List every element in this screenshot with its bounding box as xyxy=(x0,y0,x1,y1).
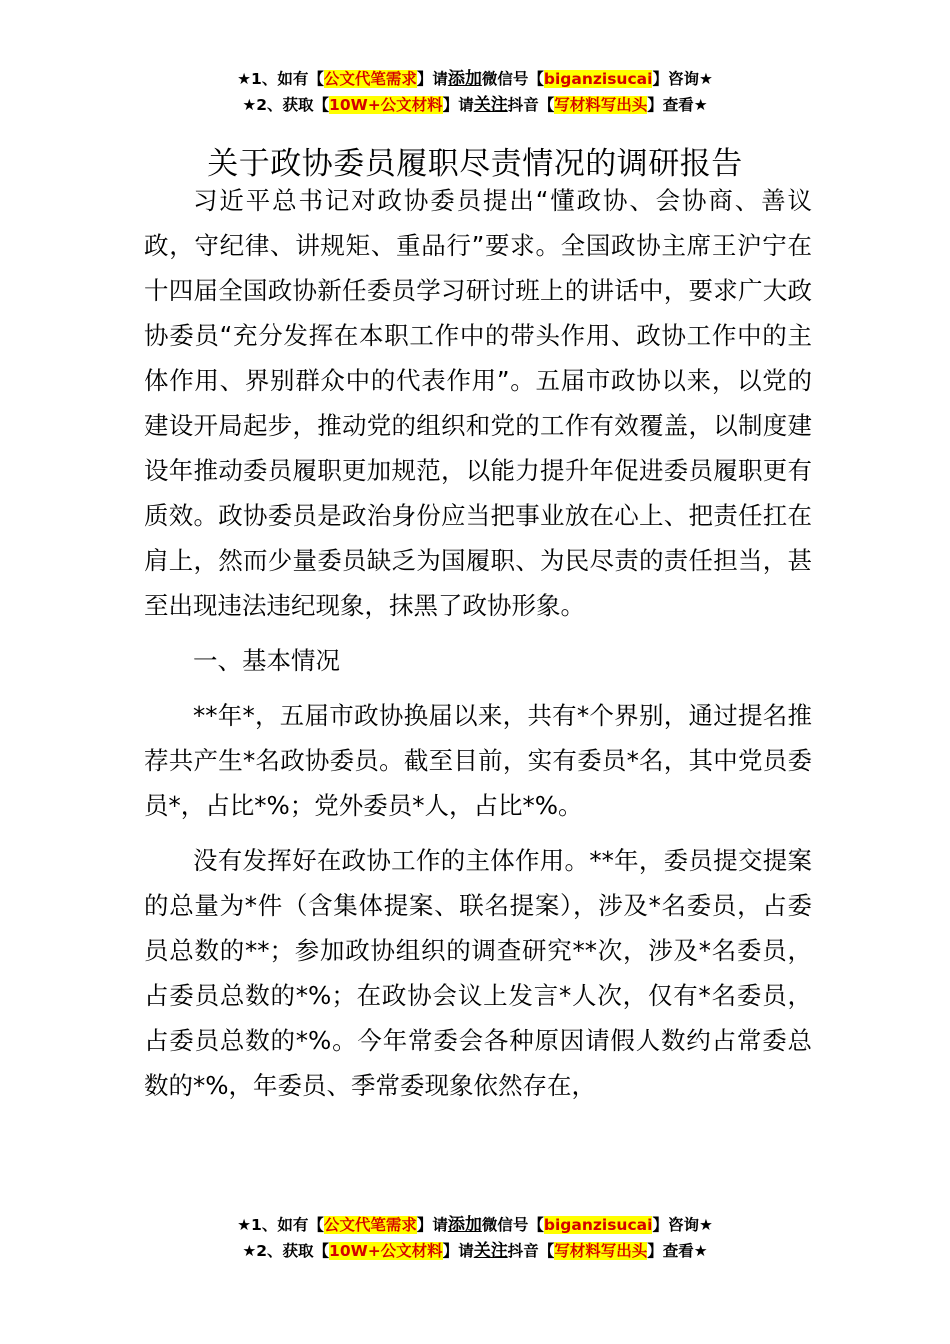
header-banner xyxy=(0,66,950,118)
banner-line-2 xyxy=(0,1238,950,1264)
banner-line-1 xyxy=(0,66,950,92)
banner-text: ★1、如有【 xyxy=(237,1216,324,1234)
section-heading-basic-situation: 一、基本情况 xyxy=(193,646,340,675)
highlight-materials: 10W+公文材料 xyxy=(329,96,443,114)
banner-text: 】查看★ xyxy=(647,1242,708,1260)
banner-text: 抖音【 xyxy=(507,96,555,114)
banner-text: 】请 xyxy=(442,1242,474,1260)
banner-text: 抖音【 xyxy=(507,1242,555,1260)
banner-text: 】咨询★ xyxy=(652,1216,713,1234)
banner-line-2 xyxy=(0,92,950,118)
document-body xyxy=(144,178,812,1108)
banner-text: 】请 xyxy=(416,70,448,88)
document-title: 关于政协委员履职尽责情况的调研报告 xyxy=(207,145,743,182)
underlined-follow: 关注 xyxy=(473,95,508,115)
banner-line-1 xyxy=(0,1212,950,1238)
banner-text: 】查看★ xyxy=(647,96,708,114)
paragraph-intro: 习近平总书记对政协委员提出“懂政协、会协商、善议政，守纪律、讲规矩、重品行”要求。全国政协主席王沪宁在十四届全国政协新任委员学习研讨班上的讲话中，要求广大政协委员“充分发挥在本职工作中的带头作用、政协工作中的主体作用、界别群众中的代表作用”。五届市政协以来，以党的建设开局起步，推动党的组织和党的工作有效覆盖，以制度建设年推动委员履职更加规范，以能力提升年促进委员履职更有质效。政协委员是政治身份应当把事业放在心上、把责任扛在肩上，然而少量委员缺乏为国履职、为民尽责的责任担当，甚至出现违法违纪现象，抹黑了政协形象。 xyxy=(144,186,812,620)
paragraph-statistics: **年*，五届市政协换届以来，共有*个界别，通过提名推荐共产生*名政协委员。截至目前，实有委员*名，其中党员委员*，占比*%；党外委员*人，占比*%。 xyxy=(144,701,812,820)
highlight-materials: 10W+公文材料 xyxy=(329,1242,443,1260)
banner-text: ★2、获取【 xyxy=(242,1242,330,1260)
banner-text: ★2、获取【 xyxy=(242,96,330,114)
highlight-douyin-account: 写材料写出头 xyxy=(554,1242,648,1260)
underlined-add: 添加 xyxy=(447,69,482,89)
highlight-wechat-id: biganzisucai xyxy=(543,70,653,88)
banner-text: 微信号【 xyxy=(481,70,544,88)
banner-text: 】请 xyxy=(442,96,474,114)
highlight-wechat-id: biganzisucai xyxy=(543,1216,653,1234)
banner-text: 】请 xyxy=(416,1216,448,1234)
banner-text: 微信号【 xyxy=(481,1216,544,1234)
underlined-add: 添加 xyxy=(447,1215,482,1235)
underlined-follow: 关注 xyxy=(473,1241,508,1261)
highlight-writing-service: 公文代笔需求 xyxy=(323,70,417,88)
highlight-douyin-account: 写材料写出头 xyxy=(554,96,648,114)
banner-text: 】咨询★ xyxy=(652,70,713,88)
footer-banner xyxy=(0,1212,950,1264)
paragraph-main-role: 没有发挥好在政协工作的主体作用。**年，委员提交提案的总量为*件（含集体提案、联名提案），涉及*名委员，占委员总数的**；参加政协组织的调查研究**次，涉及*名委员，占委员总数的*%；在政协会议上发言*人次，仅有*名委员，占委员总数的*%。今年常委会各种原因请假人数约占常委总数的*%，年委员、季常委现象依然存在， xyxy=(144,846,812,1100)
banner-text: ★1、如有【 xyxy=(237,70,324,88)
highlight-writing-service: 公文代笔需求 xyxy=(323,1216,417,1234)
